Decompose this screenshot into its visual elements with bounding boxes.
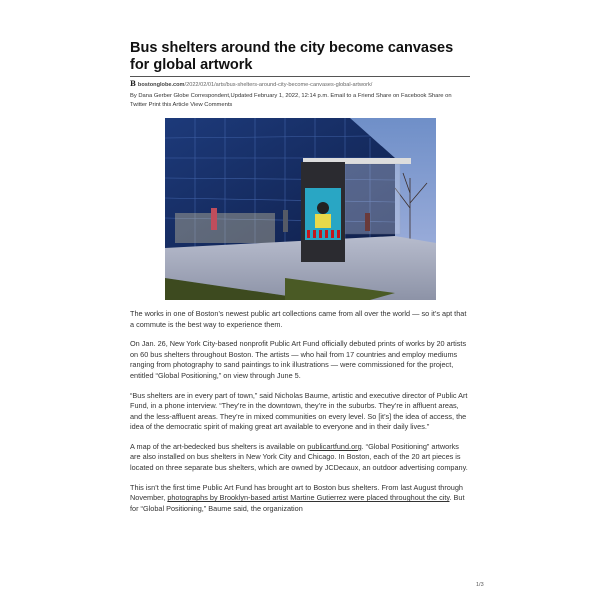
paragraph-text: A map of the art-bedecked bus shelters is available on (130, 441, 308, 451)
source-path: /2022/02/01/arts/bus-shelters-around-city-become-canvases-global-artwork/ (184, 82, 373, 88)
paragraph-text: . But for “Global Positioning,” Baume said, the organization (130, 493, 465, 513)
publicartfund-link[interactable]: publicartfund.org (307, 441, 362, 451)
page-number: 1/3 (476, 582, 484, 588)
byline: By Dana Gerber Globe Correspondent,Updated February 1, 2022, 12:14 p.m. Email to a Friend Share on Facebook Share on Twitter Print this Article View Comments (130, 93, 452, 108)
source-line (130, 80, 470, 89)
source-domain: bostonglobe.com (137, 82, 185, 88)
paragraph (130, 442, 470, 474)
martine-gutierrez-link[interactable]: photographs by Brooklyn-based artist Martine Gutierrez were placed throughout the city (167, 493, 450, 503)
bus-shelter-photo (165, 118, 436, 300)
article-title: Bus shelters around the city become canvases for global artwork (130, 40, 454, 73)
title-divider (130, 76, 470, 77)
boston-globe-logo-icon: B (130, 79, 136, 88)
paragraph (130, 483, 470, 515)
paragraph: On Jan. 26, New York City-based nonprofit Public Art Fund officially debuted prints of works by 20 artists on 60 bus shelters throughout Boston. The artists — who hail from 17 countries and employ mediums ranging from photography to sand paintings to ink illustrations — were commissioned for the project, entitled “Global Positioning,” on view through June 5. (130, 339, 467, 380)
paragraph-text: This isn’t the first time Public Art Fund has brought art to Boston bus shelters. From last August through November, (130, 482, 463, 503)
paragraph-text: . “Global Positioning” artworks are also installed on bus shelters in New York City and Chicago. In Boston, each of the 20 art pieces is located on three separate bus shelters, which are owned by JCDecaux, an outdoor advertising company. (130, 441, 468, 472)
paragraph: The works in one of Boston’s newest public art collections came from all over the world — so it’s apt that a commute is the best way to experience them. (130, 309, 467, 329)
paragraph: “Bus shelters are in every part of town,” said Nicholas Baume, artistic and executive director of Public Art Fund, in a phone interview. “They’re in the downtown, they’re in the suburbs. They’re in affluent areas, and the less-affluent areas. They’re in mixed communities on every level. So [it’s] the idea of access, the idea of the democratic spirit of making great art available to everyone and in their daily lives.” (130, 390, 468, 432)
article-body (130, 309, 470, 523)
